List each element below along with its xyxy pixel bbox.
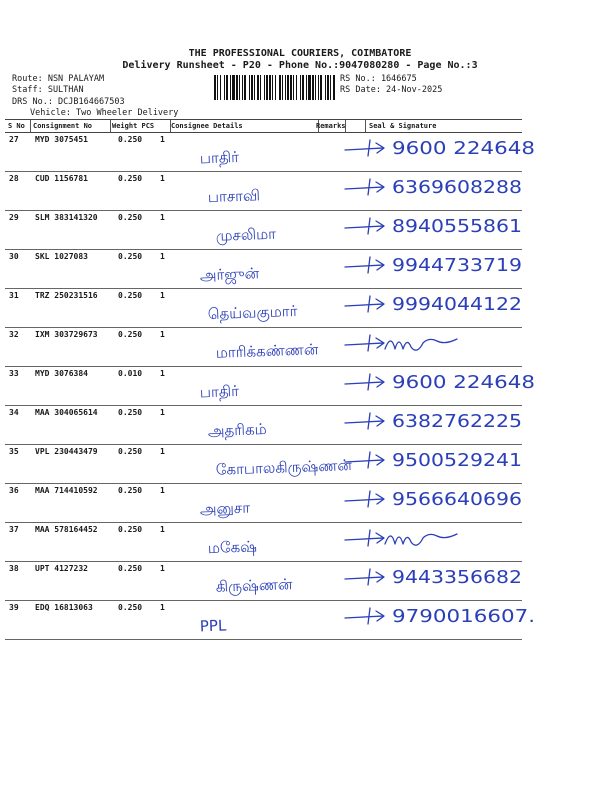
row-pcs: 1 [160,213,165,222]
row-pcs: 1 [160,603,165,612]
rs-number: RS No.: 1646675 [340,74,417,84]
row-consignment-no: MAA 578164452 [35,525,98,534]
row-pcs: 1 [160,330,165,339]
drs-number: DRS No.: DCJB164667503 [12,97,125,107]
handwritten-signature-scribble [385,534,457,545]
row-consignment-no: MAA 714410592 [35,486,98,495]
col-header-consignee: Consignee Details [171,122,243,130]
col-header-seal-signature: Seal & Signature [369,122,437,130]
handwritten-phone-signature: 9994044122 [392,294,522,315]
handwritten-arrow-mark [345,335,384,351]
row-pcs: 1 [160,486,165,495]
handwritten-arrow-mark [345,296,384,312]
vehicle-label: Vehicle: Two Wheeler Delivery [30,108,179,118]
row-consignment-no: SLM 383141320 [35,213,98,222]
row-weight: 0.250 [118,525,143,534]
row-consignment-no: CUD 1156781 [35,174,88,183]
row-sno: 34 [9,408,19,417]
row-consignment-no: SKL 1027083 [35,252,88,261]
row-pcs: 1 [160,564,165,573]
row-pcs: 1 [160,252,165,261]
handwritten-consignee-name: மகேஷ் [207,537,258,558]
row-weight: 0.250 [118,330,143,339]
row-sno: 31 [9,291,19,300]
handwritten-phone-signature: 9500529241 [392,450,522,471]
handwritten-consignee-name: அதரிகம் [207,420,268,441]
row-weight: 0.250 [118,135,143,144]
row-pcs: 1 [160,447,165,456]
row-consignment-no: UPT 4127232 [35,564,88,573]
handwritten-phone-signature: 9790016607. [392,606,535,627]
row-pcs: 1 [160,135,165,144]
handwritten-consignee-name: பாசாவி [207,186,261,207]
row-sno: 33 [9,369,19,378]
row-weight: 0.250 [118,291,143,300]
handwritten-consignee-name: பாதிர் [199,381,240,402]
handwritten-phone-signature: 9944733719 [392,255,522,276]
row-sno: 35 [9,447,19,456]
handwritten-arrow-mark [345,179,384,195]
handwritten-phone-signature: 9600 224648 [392,372,535,393]
row-consignment-no: VPL 230443479 [35,447,98,456]
row-sno: 28 [9,174,19,183]
route-label: Route: NSN PALAYAM [12,74,105,84]
handwritten-arrow-mark [345,257,384,273]
row-weight: 0.250 [118,408,143,417]
row-consignment-no: TRZ 250231516 [35,291,98,300]
row-sno: 39 [9,603,19,612]
handwritten-phone-signature: 6382762225 [392,411,522,432]
handwritten-consignee-name: PPL [199,616,227,636]
handwritten-consignee-name: அர்ஜுன் [199,264,260,285]
row-sno: 37 [9,525,19,534]
row-sno: 36 [9,486,19,495]
col-header-weight-pcs: Weight PCS [112,122,155,130]
row-consignment-no: MYD 3075451 [35,135,88,144]
handwritten-consignee-name: பாதிர் [199,147,240,168]
col-header-consignment: Consignment No [33,122,93,130]
row-consignment-no: EDQ 16813063 [35,603,93,612]
row-sno: 29 [9,213,19,222]
row-pcs: 1 [160,408,165,417]
staff-label: Staff: SULTHAN [12,85,84,95]
company-title: THE PROFESSIONAL COURIERS, COIMBATORE [188,48,412,59]
row-weight: 0.250 [118,213,143,222]
row-weight: 0.250 [118,603,143,612]
row-weight: 0.250 [118,174,143,183]
handwritten-arrow-mark [345,530,384,546]
handwritten-signature-scribble [385,339,457,350]
row-weight: 0.250 [118,486,143,495]
row-weight: 0.250 [118,564,143,573]
row-consignment-no: IXM 303729673 [35,330,98,339]
handwritten-phone-signature: 6369608288 [392,177,522,198]
handwritten-consignee-name: தெய்வகுமார் [207,301,298,324]
handwritten-arrow-mark [345,413,384,429]
row-pcs: 1 [160,291,165,300]
rs-date: RS Date: 24-Nov-2025 [340,85,443,95]
handwritten-phone-signature: 9443356682 [392,567,522,588]
handwritten-consignee-name: முசலிமா [215,224,277,245]
row-sno: 27 [9,135,19,144]
row-consignment-no: MYD 3076384 [35,369,88,378]
row-pcs: 1 [160,174,165,183]
row-sno: 30 [9,252,19,261]
row-pcs: 1 [160,525,165,534]
handwritten-phone-signature: 9566640696 [392,489,522,510]
row-weight: 0.250 [118,447,143,456]
col-header-remarks: Remarks [316,122,346,130]
handwritten-arrow-mark [345,569,384,585]
handwritten-consignee-name: அனுசா [199,498,251,519]
handwritten-arrow-mark [345,140,384,156]
row-weight: 0.010 [118,369,143,378]
handwritten-arrow-mark [345,608,384,624]
row-pcs: 1 [160,369,165,378]
col-header-sno: S No [8,122,25,130]
handwritten-phone-signature: 9600 224648 [392,138,535,159]
handwritten-consignee-name: மாரிக்கண்ணன் [215,340,319,362]
row-consignment-no: MAA 304065614 [35,408,98,417]
handwritten-arrow-mark [345,374,384,390]
row-sno: 32 [9,330,19,339]
row-weight: 0.250 [118,252,143,261]
row-sno: 38 [9,564,19,573]
handwritten-phone-signature: 8940555861 [392,216,522,237]
runsheet-subtitle: Delivery Runsheet - P20 - Phone No.:9047080280 - Page No.:3 [122,60,478,71]
handwritten-consignee-name: கிருஷ்ணன் [215,575,293,596]
handwritten-consignee-name: கோபாலகிருஷ்ணன் [215,456,353,479]
handwritten-arrow-mark [345,218,384,234]
handwritten-arrow-mark [345,491,384,507]
